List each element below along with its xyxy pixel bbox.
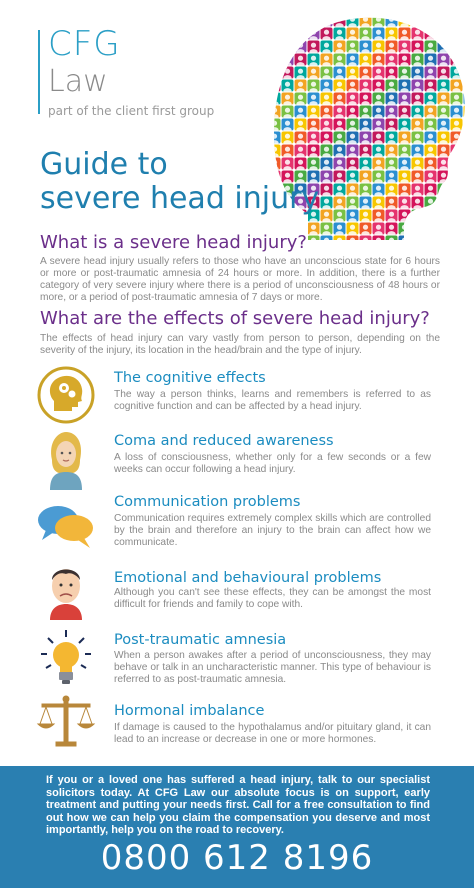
lightbulb-icon xyxy=(36,628,96,688)
section-body-effects: The effects of head injury can vary vastly from person to person, depending on the severity of the injury, its location in the head/brain and the type of injury. xyxy=(40,333,440,356)
scales-icon xyxy=(36,692,96,752)
effect-body-emotional: Although you can't see these effects, they can be amongst the most difficult for friends and family to cope with. xyxy=(114,587,431,610)
effect-title-communication: Communication problems xyxy=(114,494,301,510)
brain-gears-icon xyxy=(36,365,96,425)
sad-face-icon xyxy=(36,560,96,620)
logo-tagline: part of the client first group xyxy=(48,104,215,118)
effect-title-hormonal: Hormonal imbalance xyxy=(114,703,265,719)
effect-title-cognitive: The cognitive effects xyxy=(114,370,266,386)
effect-body-cognitive: The way a person thinks, learns and remembers is referred to as cognitive function and can be affected by a head injury. xyxy=(114,389,431,412)
person-icon xyxy=(36,430,96,490)
page-title xyxy=(40,148,319,216)
effect-body-hormonal: If damage is caused to the hypothalamus and/or pituitary gland, it can lead to an increase or decrease in one or more hormones. xyxy=(114,722,431,745)
section-body-what-is: A severe head injury usually refers to those who have an unconscious state for 6 hours or more or post-traumatic amnesia of 24 hours or more. In addition, there is a further category of very severe injury where there is a period of unconsciousness of 48 hours or more, or a period of post-traumatic amnesia of 7 days or more. xyxy=(40,256,440,303)
footer-call-to-action: If you or a loved one has suffered a head injury, talk to our specialist solicitors today. At CFG Law our absolute focus is on support, early treatment and putting your needs first. Call for a free consultation to find out how we can help you claim the compensation you deserve and most importantly, help you on the road to recovery. xyxy=(46,774,430,836)
effect-body-communication: Communication requires extremely complex skills which are controlled by the brain and therefore an injury to the brain can affect how we communicate. xyxy=(114,513,431,548)
logo-divider xyxy=(38,30,40,114)
effect-title-emotional: Emotional and behavioural problems xyxy=(114,570,382,586)
speech-bubbles-icon xyxy=(36,496,96,556)
phone-number[interactable]: 0800 612 8196 xyxy=(100,838,374,878)
effect-title-coma: Coma and reduced awareness xyxy=(114,433,334,449)
logo-law: Law xyxy=(48,64,108,99)
logo-cfg: CFG xyxy=(48,24,121,64)
section-heading-what-is: What is a severe head injury? xyxy=(40,232,307,253)
effect-body-coma: A loss of consciousness, whether only for a few seconds or a few weeks can occur following a head injury. xyxy=(114,452,431,475)
effect-body-amnesia: When a person awakes after a period of unconsciousness, they may behave or talk in an uncharacteristic manner. This type of behaviour is referred to as post-traumatic amnesia. xyxy=(114,650,431,685)
section-heading-effects: What are the effects of severe head injury? xyxy=(40,308,430,329)
effect-title-amnesia: Post-traumatic amnesia xyxy=(114,632,287,648)
title-line-1: Guide to xyxy=(40,147,168,182)
title-line-2: severe head injury xyxy=(40,181,320,216)
